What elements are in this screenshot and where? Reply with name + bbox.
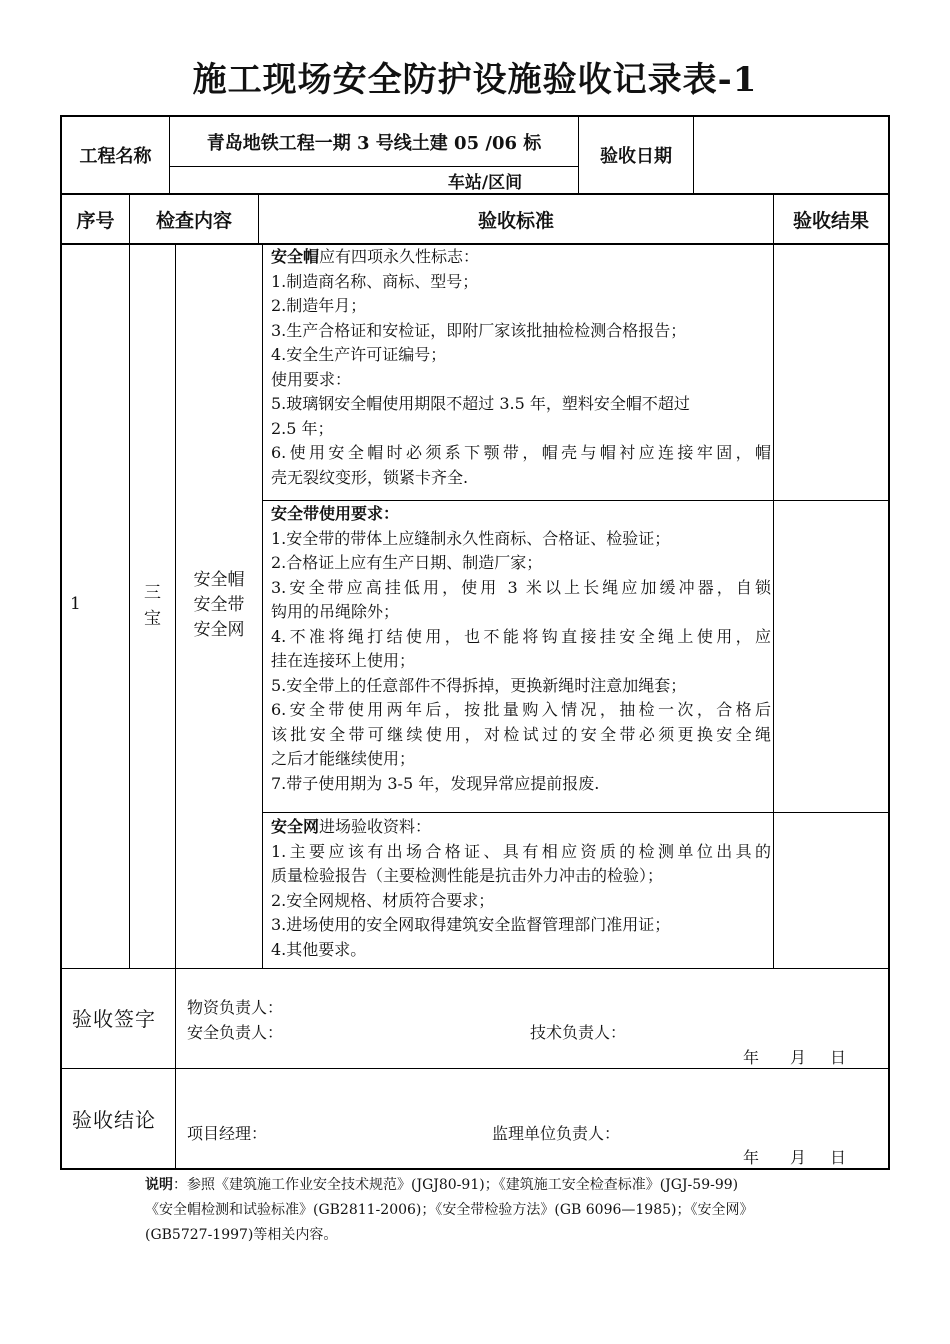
standard-line: 1.安全带的带体上应缝制永久性商标、合格证、检验证； [271,528,671,548]
column-header-acceptance-result: 验收结果 [792,209,869,232]
row-category-char: 三 [144,583,161,603]
belt-standard [271,502,771,796]
item-belt: 安全带 [193,595,245,615]
safety-manager-field[interactable]: 安全负责人： [187,1023,284,1042]
helmet-standard [271,245,771,490]
standard-line: 6.使用安全帽时必须系下颚带，帽壳与帽衬应连接牢固，帽 [271,443,771,462]
conclusion-month: 月 [790,1148,807,1167]
standard-line: 4.其他要求。 [271,939,367,959]
standard-line: 2.5 年； [271,418,334,438]
helmet-title: 安全帽 [271,247,320,266]
acceptance-date-value[interactable] [694,117,888,193]
row-items [176,568,262,643]
row-category-char: 宝 [144,609,161,629]
page-title: 施工现场安全防护设施验收记录表-1 [192,60,758,100]
column-header-seq: 序号 [76,209,115,232]
helmet-result[interactable] [774,245,888,500]
rule [60,968,890,969]
standard-line: 挂在连接环上使用； [271,651,416,670]
rule [262,244,263,969]
belt-title: 安全带使用要求： [271,504,400,523]
standard-line: 钩用的吊绳除外； [271,602,400,621]
acceptance-date-label: 验收日期 [600,146,672,167]
materials-manager-field[interactable]: 物资负责人： [187,998,284,1017]
conclusion-day: 日 [830,1148,847,1167]
standard-line: 1.主要应该有出场合格证、具有相应资质的检测单位出具的 [271,841,771,861]
project-manager-field[interactable]: 项目经理： [187,1124,268,1143]
net-intro: 进场验收资料： [319,817,432,836]
row-category [130,580,175,632]
net-result[interactable] [774,813,888,968]
standard-line: 使用要求： [271,369,352,389]
note-line: 《安全帽检测和试验标准》(GB2811-2006)；《安全带检验方法》(GB 6096—1985)；《安全网》 [145,1202,754,1218]
standard-line: 5.安全带上的任意部件不得拆掉，更换新绳时注意加绳套； [271,675,687,695]
standard-line: 2.合格证上应有生产日期、制造厂家； [271,553,543,572]
technical-manager-field[interactable]: 技术负责人： [530,1023,627,1042]
standard-line: 2.制造年月； [271,296,367,315]
standard-line: 2.安全网规格、材质符合要求； [271,890,495,910]
standard-line: 5.玻璃钢安全帽使用期限不超过 3.5 年，塑料安全帽不超过 [271,394,690,413]
standard-line: 3.安全带应高挂低用，使用 3 米以上长绳应加缓冲器，自锁 [271,577,771,597]
note-line: (GB5727-1997)等相关内容。 [145,1227,338,1243]
standard-line: 3.进场使用的安全网取得建筑安全监督管理部门准用证； [271,915,671,934]
net-title: 安全网 [271,817,320,836]
note-line: ：参照《建筑施工作业安全技术规范》(JGJ80-91)；《建筑施工安全检查标准》(JGJ-59-99) [173,1177,739,1193]
standard-line: 壳无裂纹变形，锁紧卡齐全. [271,467,469,487]
project-name-value: 青岛地铁工程一期 3 号线土建 05 /06 标 [206,132,542,154]
standard-line: 1.制造商名称、商标、型号； [271,271,479,291]
standard-line: 之后才能继续使用； [271,749,416,768]
signature-label: 验收签字 [72,1007,156,1031]
signature-day: 日 [830,1048,847,1067]
signature-month: 月 [790,1048,807,1067]
standard-line: 3.生产合格证和安检证，即附厂家该批抽检检测合格报告； [271,320,687,340]
belt-result[interactable] [774,501,888,812]
standard-line: 该批安全带可继续使用，对检试过的安全带必须更换安全绳 [271,724,771,744]
project-name-label: 工程名称 [79,146,152,167]
standard-line: 4.不准将绳打结使用，也不能将钩直接挂安全绳上使用，应 [271,626,771,646]
standard-line: 质量检验报告（主要检测性能是抗击外力冲击的检验）； [271,866,664,885]
helmet-intro: 应有四项永久性标志： [319,247,480,266]
supervisor-field[interactable]: 监理单位负责人： [492,1124,621,1143]
conclusion-year: 年 [743,1148,760,1167]
standard-line: 7.带子使用期为 3-5 年，发现异常应提前报废. [271,773,600,793]
rule [175,244,176,1169]
column-header-inspection-content: 检查内容 [155,209,232,232]
signature-year: 年 [743,1048,760,1067]
standard-line: 4.安全生产许可证编号； [271,345,447,364]
note-label: 说明 [145,1177,173,1193]
column-header-acceptance-standard: 验收标准 [477,209,554,232]
standard-line: 6.安全带使用两年后，按批量购入情况，抽检一次，合格后 [271,700,771,719]
item-net: 安全网 [193,620,245,640]
item-helmet: 安全帽 [193,570,245,590]
footnote [145,1173,825,1248]
row-seq: 1 [70,594,81,614]
conclusion-label: 验收结论 [72,1108,156,1132]
net-standard [271,815,771,962]
station-label: 车站/区间 [447,172,523,193]
rule [60,1068,890,1069]
